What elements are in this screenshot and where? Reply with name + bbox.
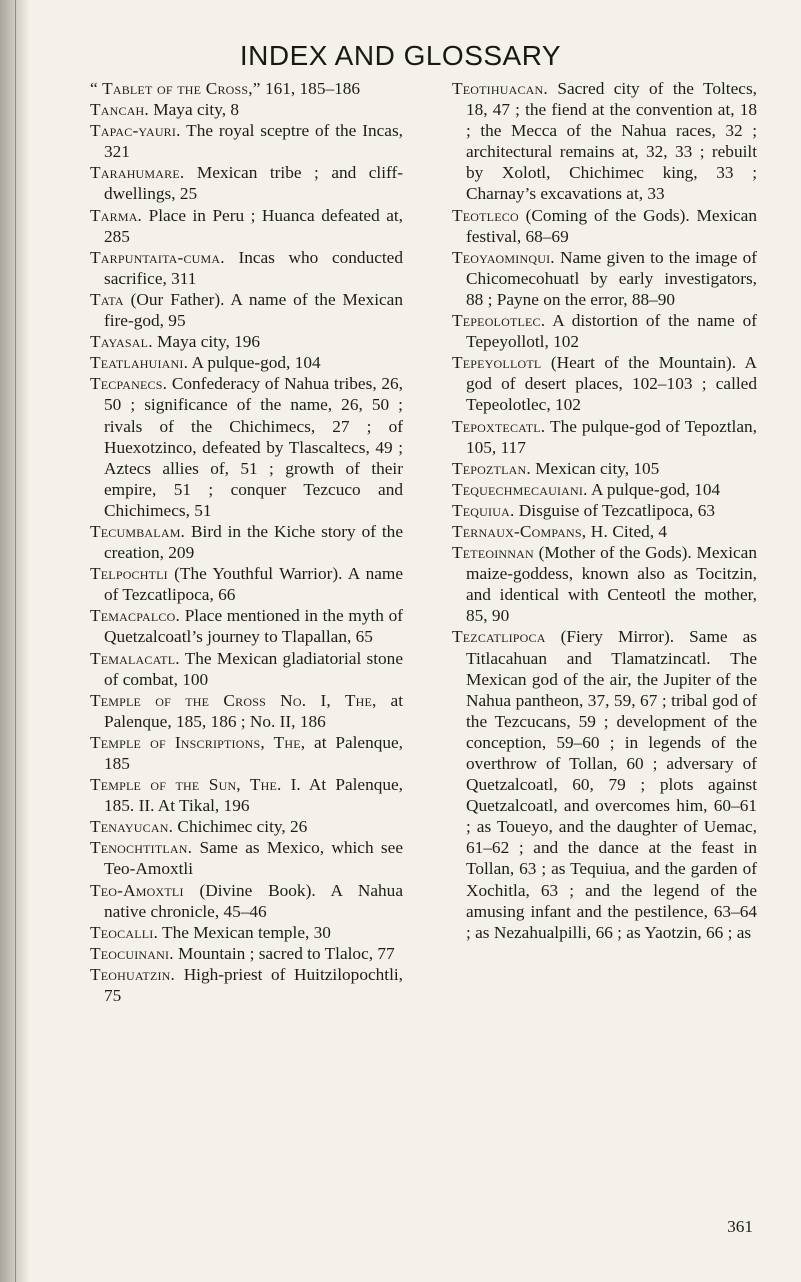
index-entry-text: (Our Father). A name of the Mexican fire-god, 95 — [104, 289, 403, 331]
index-entry-heading: “ Tablet of the Cross,” — [90, 79, 261, 98]
index-entry-heading: Tequiua. — [452, 500, 515, 520]
index-entry-text: I. At Palenque, 185. II. At Tikal, 196 — [104, 775, 404, 816]
index-entry-heading: Tepoztlan. — [452, 458, 531, 478]
index-entry — [90, 331, 403, 352]
index-entry-text: Mexican tribe ; and cliff-dwellings, 25 — [104, 163, 403, 204]
index-entry-text: Confederacy of Nahua tribes, 26, 50 ; significance of the name, 26, 50 ; rivals of the Chichimecs, 27 ; of Huexotzinco, defeated by Tlascaltecs, 49 ; Aztecs allies of, 51 ; growth of their empire, 51 ; conquer Tezcuco and Chichimecs, 51 — [104, 374, 403, 520]
index-entry — [90, 943, 403, 964]
index-entry-heading: Tepoxtecatl. — [452, 416, 546, 436]
index-entry — [90, 289, 403, 331]
index-entry-heading: Tenochtitlan. — [90, 838, 193, 858]
index-entry-heading: Teotihuacan. — [452, 79, 548, 98]
index-entry — [452, 521, 757, 542]
index-entry-heading: Tezcatlipoca — [452, 627, 546, 647]
index-entry — [452, 416, 757, 458]
index-entry-heading: Tancah. — [90, 100, 149, 120]
index-entry-text: Maya city, 8 — [148, 100, 240, 120]
index-column-right — [452, 78, 757, 943]
index-entry-text: Sacred city of the Toltecs, 18, 47 ; the fiend at the convention at, 18 ; the Mecca of the Nahua races, 32 ; architectural remains at, 32, 33 ; rebuilt by Xolotl, Chichimec king, 33 ; Charnay’s excavations at, 33 — [466, 79, 757, 204]
index-entry — [90, 648, 403, 690]
index-entry-text: (Mother of the Gods). Mexican maize-goddess, known also as Tocitzin, and identical with Centeotl the mother, 85, 90 — [466, 543, 757, 626]
index-entry — [452, 352, 757, 415]
index-entry-heading: Tarahumare. — [90, 163, 185, 183]
index-entry-text: The Mexican gladiatorial stone of combat, 100 — [104, 648, 403, 689]
index-entry-text: The pulque-god of Tepoztlan, 105, 117 — [466, 416, 757, 457]
index-entry — [452, 458, 757, 479]
index-entry-text: (Fiery Mirror). Same as Titlacahuan and Tlamatzincatl. The Mexican god of the air, the Jupiter of the Nahua pantheon, 37, 59, 67 ; tribal god of the Tezcucans, 59 ; development of the conception, 59–60 ; in legends of the overthrow of Tollan, 60 ; adversary of Quetzalcoatl, 60, 79 ; plots against Quetzalcoatl, and overcomes him, 60–61 ; as Toueyo, and the daughter of Uemac, 61–62 ; and the dance at the feast in Tollan, 63 ; as Tequiua, and the garden of Xochitla, 63 ; and the legend of the amusing infant and the pestilence, 63–64 ; as Nezahualpilli, 66 ; as Yaotzin, 66 ; as — [466, 627, 757, 942]
index-entry-text: Name given to the image of Chicomecohuatl by early investigators, 88 ; Payne on the error, 88–90 — [466, 247, 757, 309]
index-entry-text: Mountain ; sacred to Tlaloc, 77 — [173, 943, 395, 963]
index-entry — [90, 78, 403, 99]
index-entry-heading: Tepeolotlec. — [452, 311, 546, 331]
index-column-left — [90, 78, 403, 1006]
index-entry — [90, 120, 403, 162]
index-entry-text: A distortion of the name of Tepeyollotl, 102 — [466, 311, 757, 352]
index-entry-heading: Teatlahuiani. — [90, 353, 189, 373]
index-entry-heading: Tecpanecs. — [90, 374, 168, 394]
index-entry — [90, 690, 403, 732]
index-entry-heading: Temple of the Cross No. I, The, — [90, 690, 377, 710]
page-title: INDEX AND GLOSSARY — [239, 40, 562, 71]
index-entry-heading: Tequechmecauiani. — [452, 479, 588, 499]
index-entry-text: A pulque-god, 104 — [587, 479, 721, 499]
index-entry-heading: Tapac-yauri. — [90, 121, 181, 141]
index-entry-text: A pulque-god, 104 — [188, 353, 321, 373]
index-entry — [452, 500, 757, 521]
index-entry-text: (Heart of the Mountain). A god of desert places, 102–103 ; called Tepeolotlec, 102 — [466, 353, 757, 415]
index-entry-heading: Teoyaominqui. — [452, 247, 555, 267]
index-entry-heading: Temacpalco. — [90, 606, 180, 626]
index-entry-heading: Ternaux-Compans, H. — [452, 521, 608, 541]
index-entry — [90, 563, 403, 605]
index-entry-heading: Tarma. — [90, 205, 143, 225]
index-entry-text: (The Youthful Warrior). A name of Tezcatlipoca, 66 — [104, 564, 403, 605]
index-entry — [90, 352, 403, 373]
index-entry-text: The Mexican temple, 30 — [158, 922, 331, 942]
index-entry-heading: Tepeyollotl — [452, 353, 542, 373]
index-entry — [452, 542, 757, 626]
index-entry-text: 161, 185–186 — [260, 79, 361, 98]
index-entry — [90, 373, 403, 521]
index-entry — [90, 922, 403, 943]
index-entry-heading: Teohuatzin. — [90, 964, 176, 984]
index-entry-heading: Teotleco — [452, 205, 519, 225]
index-entry-heading: Tenayucan. — [90, 817, 174, 837]
index-entry-text: The royal sceptre of the Incas, 321 — [104, 121, 403, 162]
index-entry-text: (Divine Book). A Nahua native chronicle, 45–46 — [104, 880, 403, 921]
index-entry — [452, 205, 757, 247]
index-entry — [90, 99, 403, 120]
index-entry-heading: Telpochtli — [90, 564, 168, 584]
index-entry — [90, 816, 403, 837]
index-entry — [452, 479, 757, 500]
index-entry-text: at Palenque, 185 — [104, 732, 404, 773]
index-entry — [90, 521, 403, 563]
index-entry — [90, 774, 403, 816]
index-entry — [90, 605, 403, 647]
index-entry-text: Place in Peru ; Huanca defeated at, 285 — [104, 205, 403, 246]
index-entry — [90, 964, 403, 1006]
index-entry — [90, 205, 403, 247]
index-entry-text: Maya city, 196 — [152, 332, 261, 352]
index-entry — [90, 837, 403, 879]
index-entry-heading: Teocuinani. — [90, 943, 174, 963]
index-entry-text: (Coming of the Gods). Mexican festival, 68–69 — [466, 205, 757, 246]
index-entry-heading: Temalacatl. — [90, 648, 180, 668]
index-entry-text: Mexican city, 105 — [530, 458, 660, 478]
index-entry — [452, 78, 757, 205]
index-entry-text: Bird in the Kiche story of the creation, 209 — [104, 521, 403, 563]
binding-edge-line — [15, 0, 16, 1282]
index-entry-text: Disguise of Tezcatlipoca, 63 — [514, 500, 715, 520]
index-entry-text: Incas who conducted sacrifice, 311 — [104, 247, 403, 288]
index-entry — [90, 247, 403, 289]
index-entry-heading: Temple of Inscriptions, The, — [90, 732, 306, 752]
index-entry-heading: Teo-Amoxtli — [90, 880, 184, 900]
index-entry — [452, 310, 757, 352]
index-entry-heading: Tarpuntaita-cuma. — [90, 247, 225, 267]
index-entry — [90, 880, 403, 922]
index-entry — [452, 247, 757, 310]
index-entry-text: at Palenque, 185, 186 ; No. II, 186 — [104, 690, 404, 731]
page-number: 361 — [727, 1217, 753, 1236]
index-entry-text: Same as Mexico, which see Teo-Amoxtli — [104, 838, 403, 879]
index-entry-text: Cited, 4 — [608, 521, 668, 541]
index-entry — [452, 626, 757, 942]
index-entry-heading: Temple of the Sun, The. — [90, 775, 282, 795]
index-entry — [90, 732, 403, 774]
index-entry — [90, 162, 403, 204]
index-entry-text: Chichimec city, 26 — [173, 817, 308, 837]
index-entry-heading: Teteoinnan — [452, 543, 534, 563]
index-entry-heading: Tayasal. — [90, 332, 153, 352]
index-entry-heading: Teocalli. — [90, 922, 158, 942]
index-entry-text: Place mentioned in the myth of Quetzalcoatl’s journey to Tlapallan, 65 — [104, 606, 403, 647]
index-entry-heading: Tecumbalam. — [90, 521, 186, 541]
index-entry-heading: Tata — [90, 289, 124, 309]
index-entry-text: High-priest of Huitzilopochtli, 75 — [104, 964, 403, 1006]
